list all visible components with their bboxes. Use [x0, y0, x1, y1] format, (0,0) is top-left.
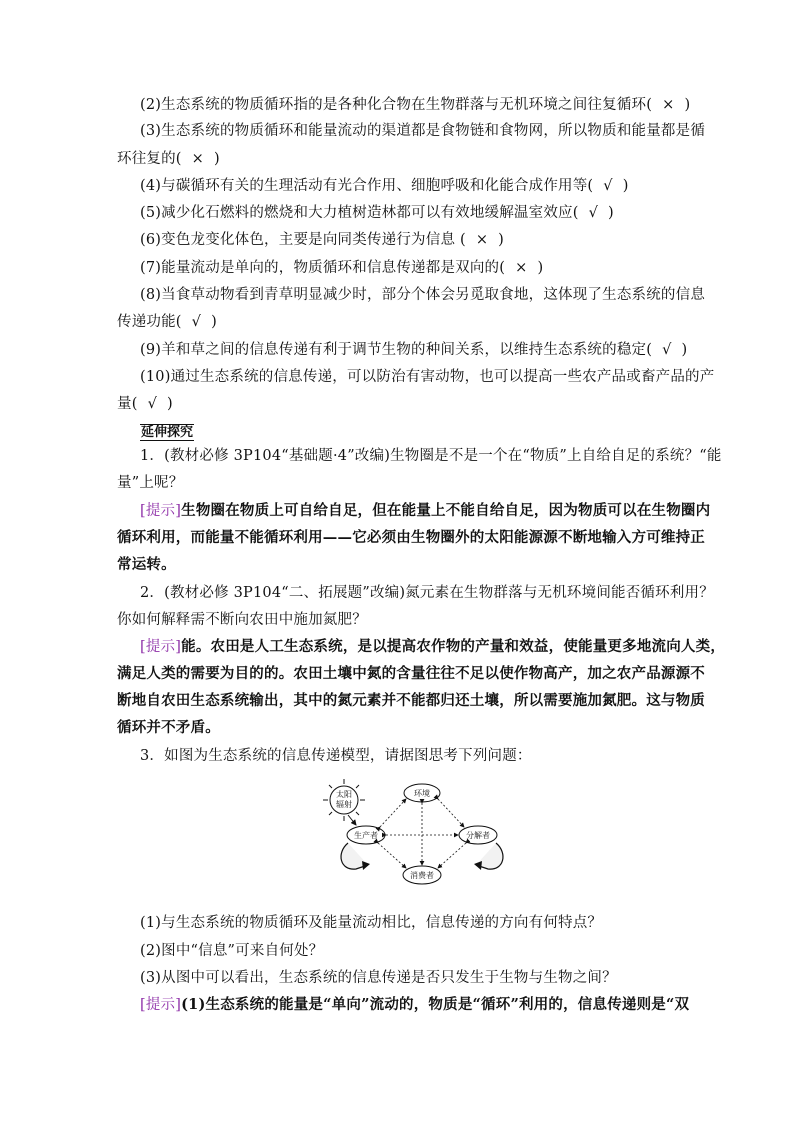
tip-label: [提示] — [140, 503, 182, 519]
judgment-close: ) — [622, 178, 629, 194]
producer-label: 生产者 — [354, 831, 378, 840]
question-3-sub-1: (1)与生态系统的物质循环及能量流动相比，信息传递的方向有何特点？ — [140, 915, 603, 931]
environment-node — [404, 784, 440, 802]
judgment-item-3-cont — [117, 149, 677, 169]
answer-1-line-3: 常运转。 — [117, 556, 176, 573]
consumer-node — [403, 866, 441, 884]
judgment-item-7 — [140, 258, 700, 278]
section-heading: 延伸探究 — [141, 425, 194, 440]
answer-1-line-2: 循环利用，而能量不能循环利用——它必须由生物圈外的太阳能源源不断地输入方可维持正 — [117, 529, 705, 546]
judgment-text: (2)生态系统的物质循环指的是各种化合物在生物群落与无机环境之间往复循环( — [140, 97, 653, 113]
answer-1-line-1 — [140, 501, 711, 521]
judgment-close: ) — [498, 232, 505, 248]
judgment-text: 量( — [117, 396, 138, 412]
judgment-close: ) — [211, 314, 217, 330]
answer-2-line-3: 断地自农田生态系统输出，其中的氮元素并不能都归还土壤，所以需要施加氮肥。这与物质 — [117, 692, 705, 709]
judgment-close: ) — [684, 97, 691, 113]
question-3-sub-3: (3)从图中可以看出，生态系统的信息传递是否只发生于生物与生物之间？ — [140, 970, 617, 986]
answer-text: 能。农田是人工生态系统，是以提高农作物的产量和效益，使能量更多地流向人类， — [181, 638, 726, 655]
answer-2-line-4: 循环并不矛盾。 — [117, 719, 220, 736]
answer-text: (1)生态系统的能量是“单向”流动的，物质是“循环”利用的，信息传递则是“双 — [181, 996, 690, 1013]
question-2-cont: 你如何解释需不断向农田中施加氮肥？ — [117, 612, 367, 628]
judgment-text: (8)当食草动物看到青草明显减少时，部分个体会另觅取食地，这体现了生态系统的信息 — [140, 287, 706, 303]
consumer-label: 消费者 — [410, 871, 434, 880]
judgment-mark: √ — [603, 178, 613, 194]
sun-label-1: 太阳 — [336, 790, 352, 799]
producer-node — [347, 826, 385, 844]
environment-label: 环境 — [414, 789, 430, 798]
judgment-close: ) — [167, 396, 173, 412]
judgment-close: ) — [214, 151, 220, 167]
judgment-item-3 — [140, 121, 706, 141]
answer-2-line-2: 满足人类的需要为目的的。农田土壤中氮的含量往往不足以使作物高产，加之农产品源源不 — [117, 665, 705, 682]
tip-label: [提示] — [140, 997, 182, 1013]
judgment-item-6 — [140, 230, 700, 250]
judgment-text: 环往复的( — [117, 151, 182, 167]
information-transfer-diagram — [318, 775, 516, 905]
decomposer-node — [459, 826, 497, 844]
judgment-text: (7)能量流动是单向的，物质循环和信息传递都是双向的( — [140, 260, 506, 276]
answer-text: 生物圈在物质上可自给自足，但在能量上不能自给自足，因为物质可以在生物圈内 — [181, 502, 711, 519]
judgment-mark: √ — [147, 396, 158, 412]
question-1: 1．(教材必修 3P104“基础题·4”改编)生物圈是不是一个在“物质”上自给自足的系统？“能 — [140, 448, 722, 464]
judgment-mark: × — [475, 232, 489, 248]
judgment-item-8-cont — [117, 312, 677, 332]
judgment-mark: √ — [191, 314, 202, 330]
judgment-text: 传递功能( — [117, 314, 182, 330]
question-1-cont: 量”上呢？ — [117, 475, 184, 491]
question-3: 3．如图为生态系统的信息传递模型，请据图思考下列问题： — [140, 748, 532, 764]
judgment-mark: × — [662, 97, 675, 113]
decomposer-label: 分解者 — [466, 831, 490, 840]
judgment-text: (3)生态系统的物质循环和能量流动的渠道都是食物链和食物网，所以物质和能量都是循 — [140, 123, 706, 139]
judgment-text: (10)通过生态系统的信息传递，可以防治有害动物，也可以提高一些农产品或畜产品的产 — [140, 369, 715, 385]
judgment-text: (5)减少化石燃料的燃烧和大力植树造林都可以有效地缓解温室效应( — [140, 205, 579, 221]
judgment-item-10-cont — [117, 394, 677, 414]
judgment-text: (6)变色龙变化体色，主要是向同类传递行为信息 ( — [140, 232, 466, 248]
sun-icon — [323, 779, 365, 821]
judgment-item-10 — [140, 367, 715, 387]
question-2: 2．(教材必修 3P104“二、拓展题”改编)氮元素在生物群落与无机环境间能否循环利用？ — [140, 585, 714, 601]
judgment-mark: × — [515, 260, 528, 276]
judgment-mark: × — [191, 151, 205, 167]
judgment-text: (4)与碳循环有关的生理活动有光合作用、细胞呼吸和化能合成作用等( — [140, 178, 594, 194]
judgment-item-2 — [140, 95, 700, 115]
judgment-item-8 — [140, 285, 706, 305]
judgment-item-5 — [140, 203, 700, 223]
answer-3-line-1 — [140, 995, 700, 1015]
sun-to-producer-arrow — [348, 815, 356, 825]
judgment-mark: √ — [588, 205, 599, 221]
judgment-text: (9)羊和草之间的信息传递有利于调节生物的种间关系，以维持生态系统的稳定( — [140, 342, 653, 358]
information-arrows — [378, 799, 466, 868]
tip-label: [提示] — [140, 639, 182, 655]
answer-2-line-1 — [140, 637, 726, 657]
judgment-item-4 — [140, 176, 700, 196]
judgment-mark: √ — [662, 342, 672, 358]
judgment-close: ) — [681, 342, 688, 358]
question-3-sub-2: (2)图中“信息”可来自何处？ — [140, 943, 324, 959]
judgment-item-9 — [140, 340, 700, 360]
judgment-close: ) — [537, 260, 544, 276]
sun-label-2: 辐射 — [336, 800, 352, 809]
judgment-close: ) — [608, 205, 614, 221]
